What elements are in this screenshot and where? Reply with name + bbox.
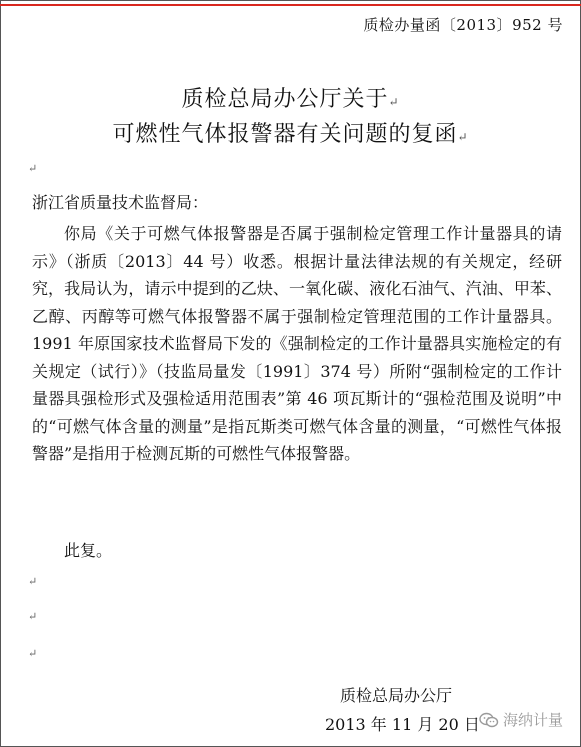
header-red-line <box>0 4 581 6</box>
wechat-icon <box>479 712 499 728</box>
watermark-text: 海纳计量 <box>503 711 564 729</box>
paragraph-mark: ↵ <box>28 610 38 623</box>
watermark <box>479 709 563 730</box>
body-paragraph: 你局《关于可燃气体报警器是否属于强制检定管理工作计量器具的请示》（浙质〔2013〕44 号）收悉。根据计量法律法规的有关规定，经研究，我局认为，请示中提到的乙炔、一氧化碳、液化石油气、汽油、甲苯、乙醇、丙醇等可燃气体报警器不属于强制检定管理范围的工作计量器具。1991 年原国家技术监督局下发的《强制检定的工作计量器具实施检定的有关规定（试行）》（技监局量发〔1991〕374 号）所附“强制检定的工作计量器具强检形式及强检适用范围表”第 46 项瓦斯计的“强检范围及说明”中的“可燃气体含量的测量”是指瓦斯类可燃气体含量的测量，“可燃性气体报警器”是指用于检测瓦斯的可燃性气体报警器。 <box>32 224 562 463</box>
document-number: 质检办量函〔2013〕952 号 <box>363 16 563 34</box>
paragraph-mark: ↵ <box>28 575 38 588</box>
paragraph-mark: ↵ <box>457 130 469 144</box>
closing-text: 此复。 <box>64 541 113 560</box>
paragraph-mark: ↵ <box>28 647 38 660</box>
title-line-2 <box>0 117 581 148</box>
issue-date: 2013 年 11 月 20 日 <box>325 715 480 734</box>
paragraph-mark: ↵ <box>28 162 38 175</box>
paragraph-mark: ↵ <box>388 95 400 109</box>
addressee: 浙江省质量技术监督局： <box>32 193 209 212</box>
title-line-1 <box>0 82 581 113</box>
signer: 质检总局办公厅 <box>340 686 453 705</box>
title-line-2-text: 可燃性气体报警器有关问题的复函 <box>112 122 458 147</box>
title-line-1-text: 质检总局办公厅关于 <box>181 87 389 112</box>
